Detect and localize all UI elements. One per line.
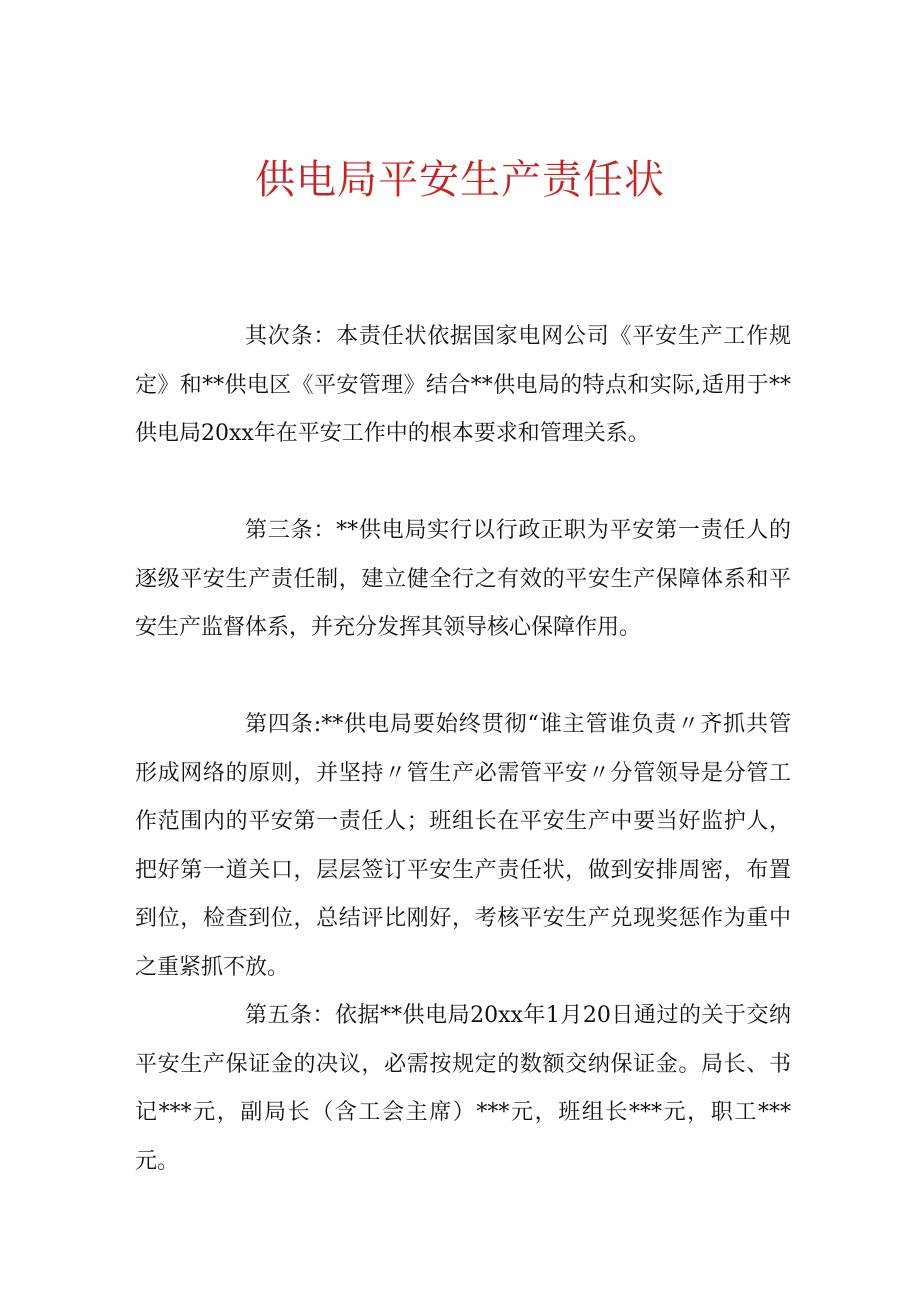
article-3-paragraph: 第三条：**供电局实行以行政正职为平安第一责任人的逐级平安生产责任制，建立健全行之有效的平安生产保障体系和平安生产监督体系，并充分发挥其领导核心保障作用。 — [135, 518, 791, 640]
article-4-paragraph: 第四条:**供电局要始终贯彻“谁主管谁负责〃齐抓共管形成网络的原则，并坚持〃管生产必需管平安〃分管领导是分管工作范围内的平安第一责任人；班组长在平安生产中要当好监护人，把好第一道关口，层层签订平安生产责任状，做到安排周密，布置到位，检查到位，总结评比刚好，考核平安生产兑现奖惩作为重中之重紧抓不放。 — [135, 712, 791, 980]
article-5-paragraph: 第五条：依据**供电局20xx年1月20日通过的关于交纳平安生产保证金的决议，必需按规定的数额交纳保证金。局长、书记***元，副局长（含工会主席）***元，班组长***元，职工***元。 — [135, 1003, 791, 1174]
document-title: 供电局平安生产责任状 — [255, 157, 665, 203]
article-2-paragraph: 其次条：本责任状依据国家电网公司《平安生产工作规定》和**供电区《平安管理》结合**供电局的特点和实际,适用于**供电局20xx年在平安工作中的根本要求和管理关系。 — [135, 324, 791, 446]
